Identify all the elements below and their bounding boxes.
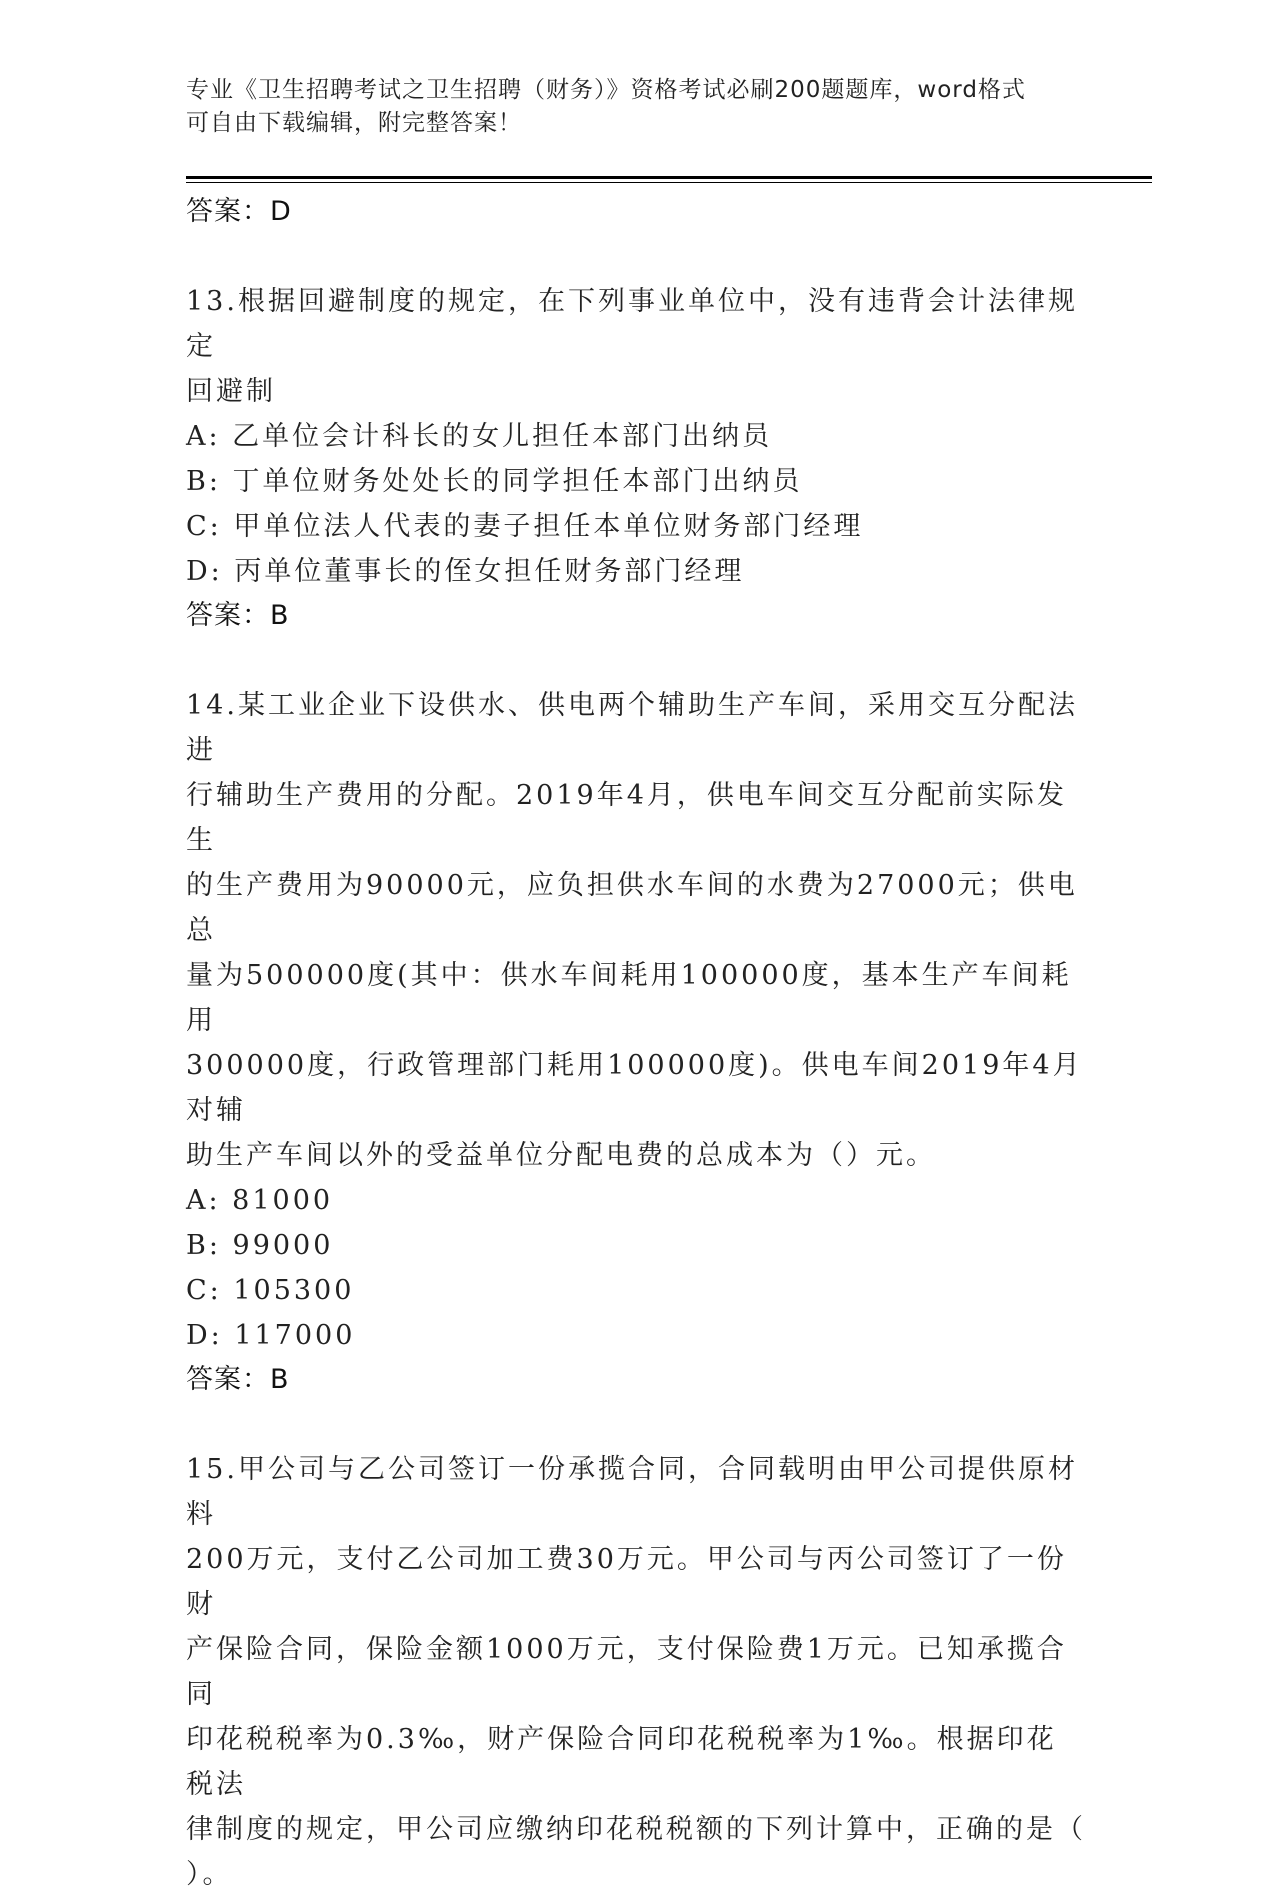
stem-line: 量为500000度(其中：供水车间耗用100000度，基本生产车间耗用 bbox=[186, 960, 1072, 1036]
stem-line: 300000度，行政管理部门耗用100000度)。供电车间2019年4月对辅 bbox=[186, 1050, 1083, 1126]
stem-line: 产保险合同，保险金额1000万元，支付保险费1万元。已知承揽合同 bbox=[186, 1634, 1067, 1710]
question-stem bbox=[186, 683, 1086, 1178]
question-13 bbox=[186, 279, 1086, 638]
stem-line: 15.甲公司与乙公司签订一份承揽合同，合同载明由甲公司提供原材料 bbox=[186, 1454, 1078, 1530]
stem-line: 的生产费用为90000元，应负担供水车间的水费为27000元；供电总 bbox=[186, 870, 1078, 946]
header-line-2: 可自由下载编辑，附完整答案！ bbox=[186, 110, 522, 136]
stem-line: 14.某工业企业下设供水、供电两个辅助生产车间，采用交互分配法进 bbox=[186, 690, 1078, 766]
option-d: D: 117000 bbox=[186, 1320, 356, 1351]
answer-label: 答案：B bbox=[186, 600, 290, 631]
option-a: A: 81000 bbox=[186, 1185, 334, 1216]
stem-line: ）。 bbox=[186, 1859, 233, 1890]
question-stem bbox=[186, 1447, 1086, 1897]
stem-line: 13.根据回避制度的规定，在下列事业单位中，没有违背会计法律规定 bbox=[186, 286, 1078, 362]
previous-answer: 答案：D bbox=[186, 196, 292, 227]
header-line-1: 专业《卫生招聘考试之卫生招聘（财务）》资格考试必刷200题题库，word格式 bbox=[186, 77, 1026, 103]
header-divider bbox=[186, 176, 1152, 179]
stem-line: 200万元，支付乙公司加工费30万元。甲公司与丙公司签订了一份财 bbox=[186, 1544, 1067, 1620]
option-b: B: 丁单位财务处处长的同学担任本部门出纳员 bbox=[186, 466, 803, 497]
question-stem bbox=[186, 279, 1086, 414]
option-d: D: 丙单位董事长的侄女担任财务部门经理 bbox=[186, 556, 745, 587]
answer-label: 答案：B bbox=[186, 1364, 290, 1395]
stem-line: 回避制 bbox=[186, 376, 276, 407]
option-a: A: 乙单位会计科长的女儿担任本部门出纳员 bbox=[186, 421, 773, 452]
stem-line: 印花税税率为0.3‰，财产保险合同印花税税率为1‰。根据印花税法 bbox=[186, 1724, 1057, 1800]
question-list bbox=[186, 190, 1086, 1897]
option-c: C: 甲单位法人代表的妻子担任本单位财务部门经理 bbox=[186, 511, 864, 542]
question-15 bbox=[186, 1447, 1086, 1897]
stem-line: 助生产车间以外的受益单位分配电费的总成本为（）元。 bbox=[186, 1140, 936, 1171]
question-14 bbox=[186, 683, 1086, 1402]
stem-line: 行辅助生产费用的分配。2019年4月，供电车间交互分配前实际发生 bbox=[186, 780, 1067, 856]
stem-line: 律制度的规定，甲公司应缴纳印花税税额的下列计算中，正确的是（ bbox=[186, 1814, 1086, 1845]
document-header bbox=[186, 74, 1086, 140]
header-divider-thin bbox=[186, 182, 1152, 183]
option-b: B: 99000 bbox=[186, 1230, 334, 1261]
option-c: C: 105300 bbox=[186, 1275, 355, 1306]
